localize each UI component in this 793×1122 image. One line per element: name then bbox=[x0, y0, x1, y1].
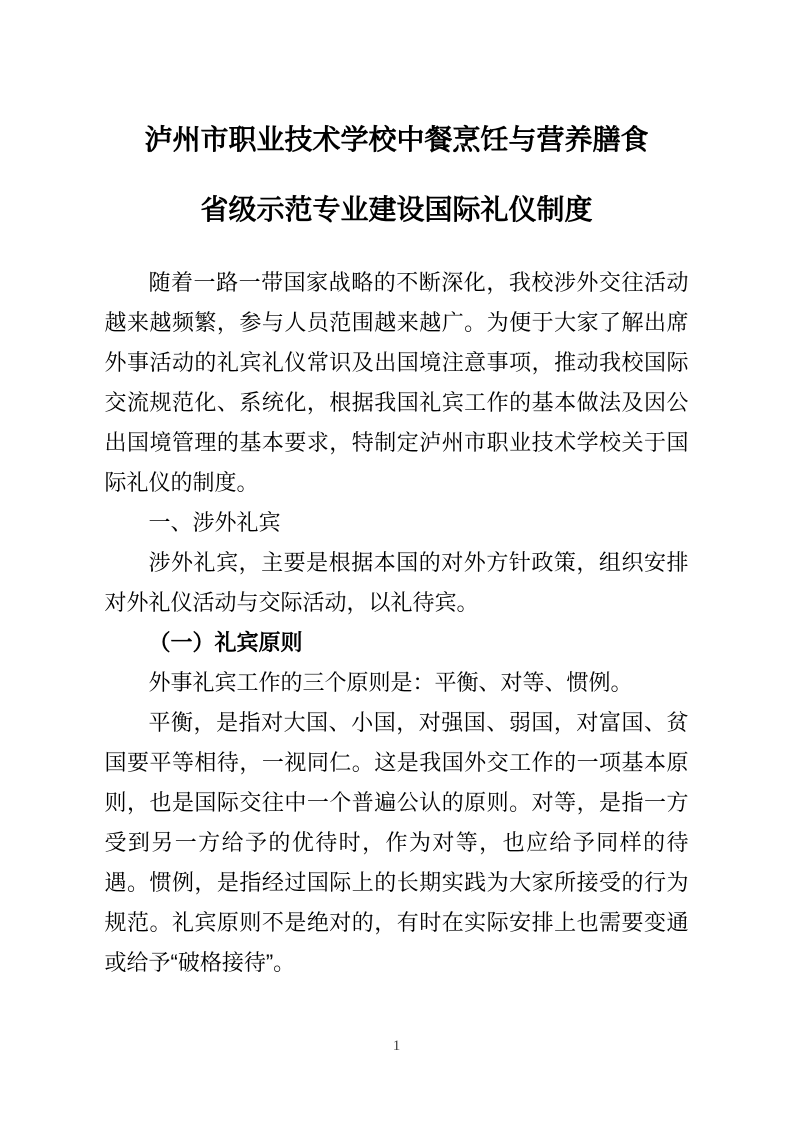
paragraph-principles-detail: 平衡，是指对大国、小国，对强国、弱国，对富国、贫国要平等相待，一视同仁。这是我国外交工作的一项基本原则，也是国际交往中一个普遍公认的原则。对等，是指一方受到另一方给予的优待时，作为对等，也应给予同样的待遇。惯例，是指经过国际上的长期实践为大家所接受的行为规范。礼宾原则不是绝对的，有时在实际安排上也需要变通或给予“破格接待”。 bbox=[104, 710, 689, 975]
document-body bbox=[105, 263, 689, 983]
page-number: 1 bbox=[392, 1038, 401, 1054]
paragraph-three-principles: 外事礼宾工作的三个原则是：平衡、对等、惯例。 bbox=[148, 670, 633, 695]
document-title-line2: 省级示范专业建设国际礼仪制度 bbox=[200, 194, 593, 225]
paragraph-shewai-libin: 涉外礼宾，主要是根据本国的对外方针政策，组织安排对外礼仪活动与交际活动，以礼待宾。 bbox=[104, 550, 689, 615]
paragraph-intro: 随着一路一带国家战略的不断深化，我校涉外交往活动越来越频繁，参与人员范围越来越广。为便于大家了解出席外事活动的礼宾礼仪常识及出国境注意事项，推动我校国际交流规范化、系统化，根据我国礼宾工作的基本做法及因公出国境管理的基本要求，特制定泸州市职业技术学校关于国际礼仪的制度。 bbox=[104, 270, 689, 495]
document-title-line1: 泸州市职业技术学校中餐烹饪与营养膳食 bbox=[144, 124, 649, 155]
heading-section-one: 一、涉外礼宾 bbox=[148, 510, 281, 535]
heading-libin-principles: （一）礼宾原则 bbox=[148, 630, 303, 655]
